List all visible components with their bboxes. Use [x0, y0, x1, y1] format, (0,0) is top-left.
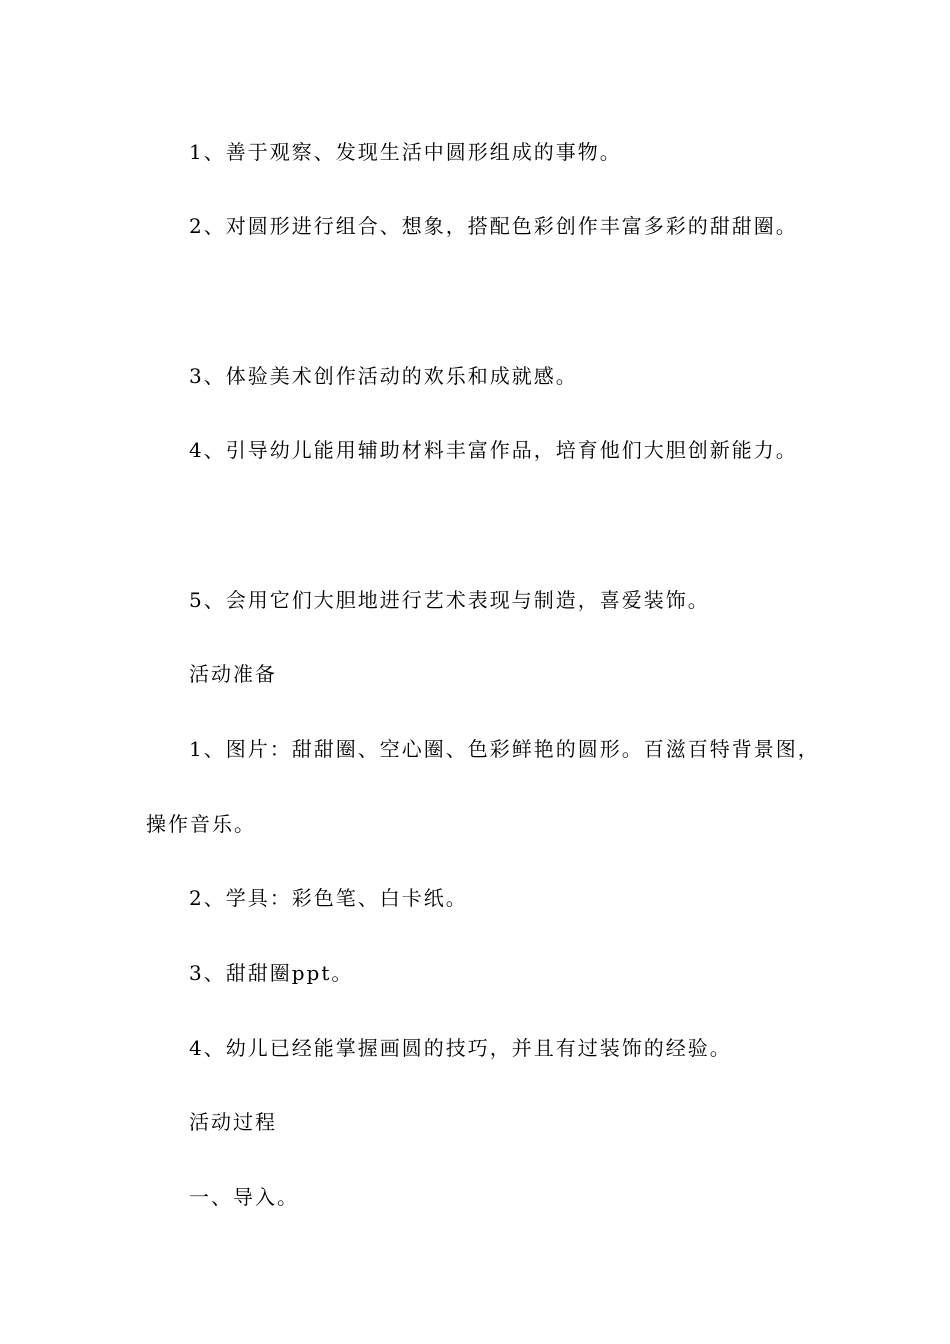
goal-item-1: 1、善于观察、发现生活中圆形组成的事物。 — [189, 140, 622, 164]
preparation-item-2: 2、学具：彩色笔、白卡纸。 — [189, 886, 468, 910]
goal-item-2: 2、对圆形进行组合、想象，搭配色彩创作丰富多彩的甜甜圈。 — [189, 214, 798, 238]
section-heading-preparation: 活动准备 — [189, 662, 277, 686]
preparation-item-1-continued: 操作音乐。 — [146, 812, 256, 836]
goal-item-3: 3、体验美术创作活动的欢乐和成就感。 — [189, 364, 578, 388]
section-heading-process: 活动过程 — [189, 1110, 277, 1134]
preparation-item-3: 3、甜甜圈ppt。 — [189, 961, 354, 985]
goal-item-5: 5、会用它们大胆地进行艺术表现与制造，喜爱装饰。 — [189, 588, 710, 612]
preparation-item-1: 1、图片：甜甜圈、空心圈、色彩鲜艳的圆形。百滋百特背景图， — [189, 737, 820, 761]
process-item-1: 一、导入。 — [189, 1185, 299, 1209]
preparation-item-4: 4、幼儿已经能掌握画圆的技巧，并且有过装饰的经验。 — [189, 1036, 732, 1060]
goal-item-4: 4、引导幼儿能用辅助材料丰富作品，培育他们大胆创新能力。 — [189, 438, 798, 462]
